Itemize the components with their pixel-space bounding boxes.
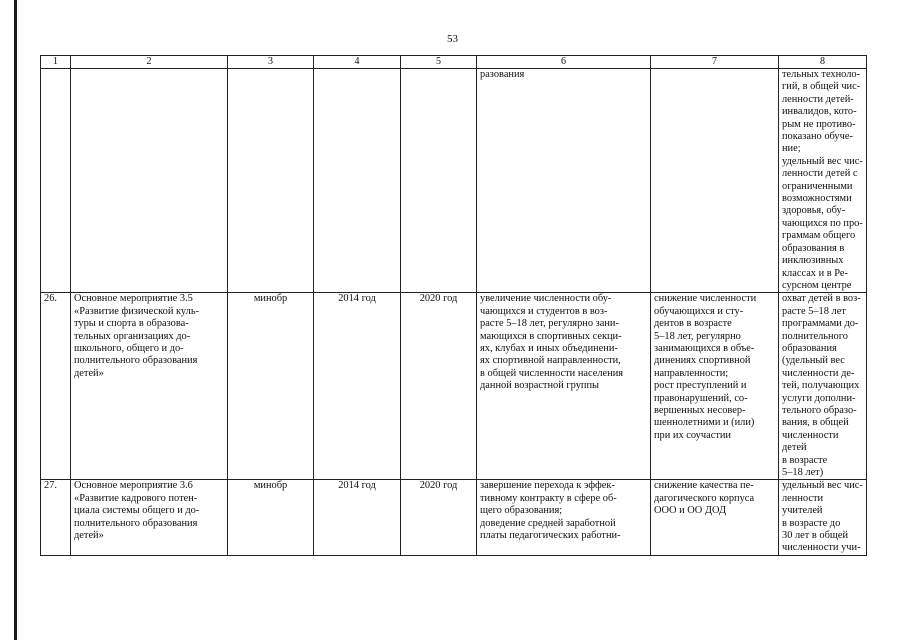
row-number-cell: 26. [41,293,71,480]
column-number: 7 [651,56,779,69]
start-year-cell: 2014 год [314,293,401,480]
consequence-cell: снижение численности обучающихся и сту- дентов в возрасте 5–18 лет, регулярно занимающихся в объе- динениях спортивной направленности; рост преступлений и правонарушений, со- вершенных несовер- шеннолетними и (или) при их соучастии [651,293,779,480]
binding-edge [14,0,17,640]
column-number: 1 [41,56,71,69]
column-number: 2 [71,56,228,69]
row-number-cell [41,69,71,293]
executor-cell: минобр [228,293,314,480]
activity-cell [71,69,228,293]
table-row [41,69,867,293]
activity-cell: Основное мероприятие 3.5 «Развитие физической куль- туры и спорта в образова- тельных организациях до- школьного, общего и до- полнительного образования детей» [71,293,228,480]
page-number: 53 [447,33,458,45]
column-number: 8 [779,56,867,69]
result-cell: разования [477,69,651,293]
executor-cell: минобр [228,480,314,555]
column-number: 6 [477,56,651,69]
row-number-cell: 27. [41,480,71,555]
table-row [41,293,867,480]
consequence-cell [651,69,779,293]
result-cell: завершение перехода к эффек- тивному контракту в сфере об- щего образования; доведение средней заработной платы педагогических работни- [477,480,651,555]
start-year-cell [314,69,401,293]
start-year-cell: 2014 год [314,480,401,555]
column-number: 5 [401,56,477,69]
column-number: 3 [228,56,314,69]
indicator-cell: охват детей в воз- расте 5–18 лет программами до- полнительного образования (удельный вес численности де- тей, получающих услуги дополни- тельного образо- вания, в общей численности детей в возрасте 5–18 лет) [779,293,867,480]
column-number: 4 [314,56,401,69]
result-cell: увеличение численности обу- чающихся и студентов в воз- расте 5–18 лет, регулярно зани- мающихся в спортивных секци- ях, клубах и иных объединени- ях спортивной направленности, в общей численности населения данной возрастной группы [477,293,651,480]
executor-cell [228,69,314,293]
consequence-cell: снижение качества пе- дагогического корпуса ООО и ОО ДОД [651,480,779,555]
indicator-cell: тельных техноло- гий, в общей чис- ленности детей- инвалидов, кото- рым не противо- показано обуче- ние; удельный вес чис- ленности детей с ограниченными возможностями здоровья, обу- чающихся по про- граммам общего образования в инклюзивных классах и в Ре- сурсном центре [779,69,867,293]
column-number-row [41,56,867,69]
indicator-cell: удельный вес чис- ленности учителей в возрасте до 30 лет в общей численности учи- [779,480,867,555]
document-table [40,55,867,556]
end-year-cell: 2020 год [401,480,477,555]
end-year-cell: 2020 год [401,293,477,480]
table-row [41,480,867,555]
activity-cell: Основное мероприятие 3.6 «Развитие кадрового потен- циала системы общего и до- полнительного образования детей» [71,480,228,555]
end-year-cell [401,69,477,293]
